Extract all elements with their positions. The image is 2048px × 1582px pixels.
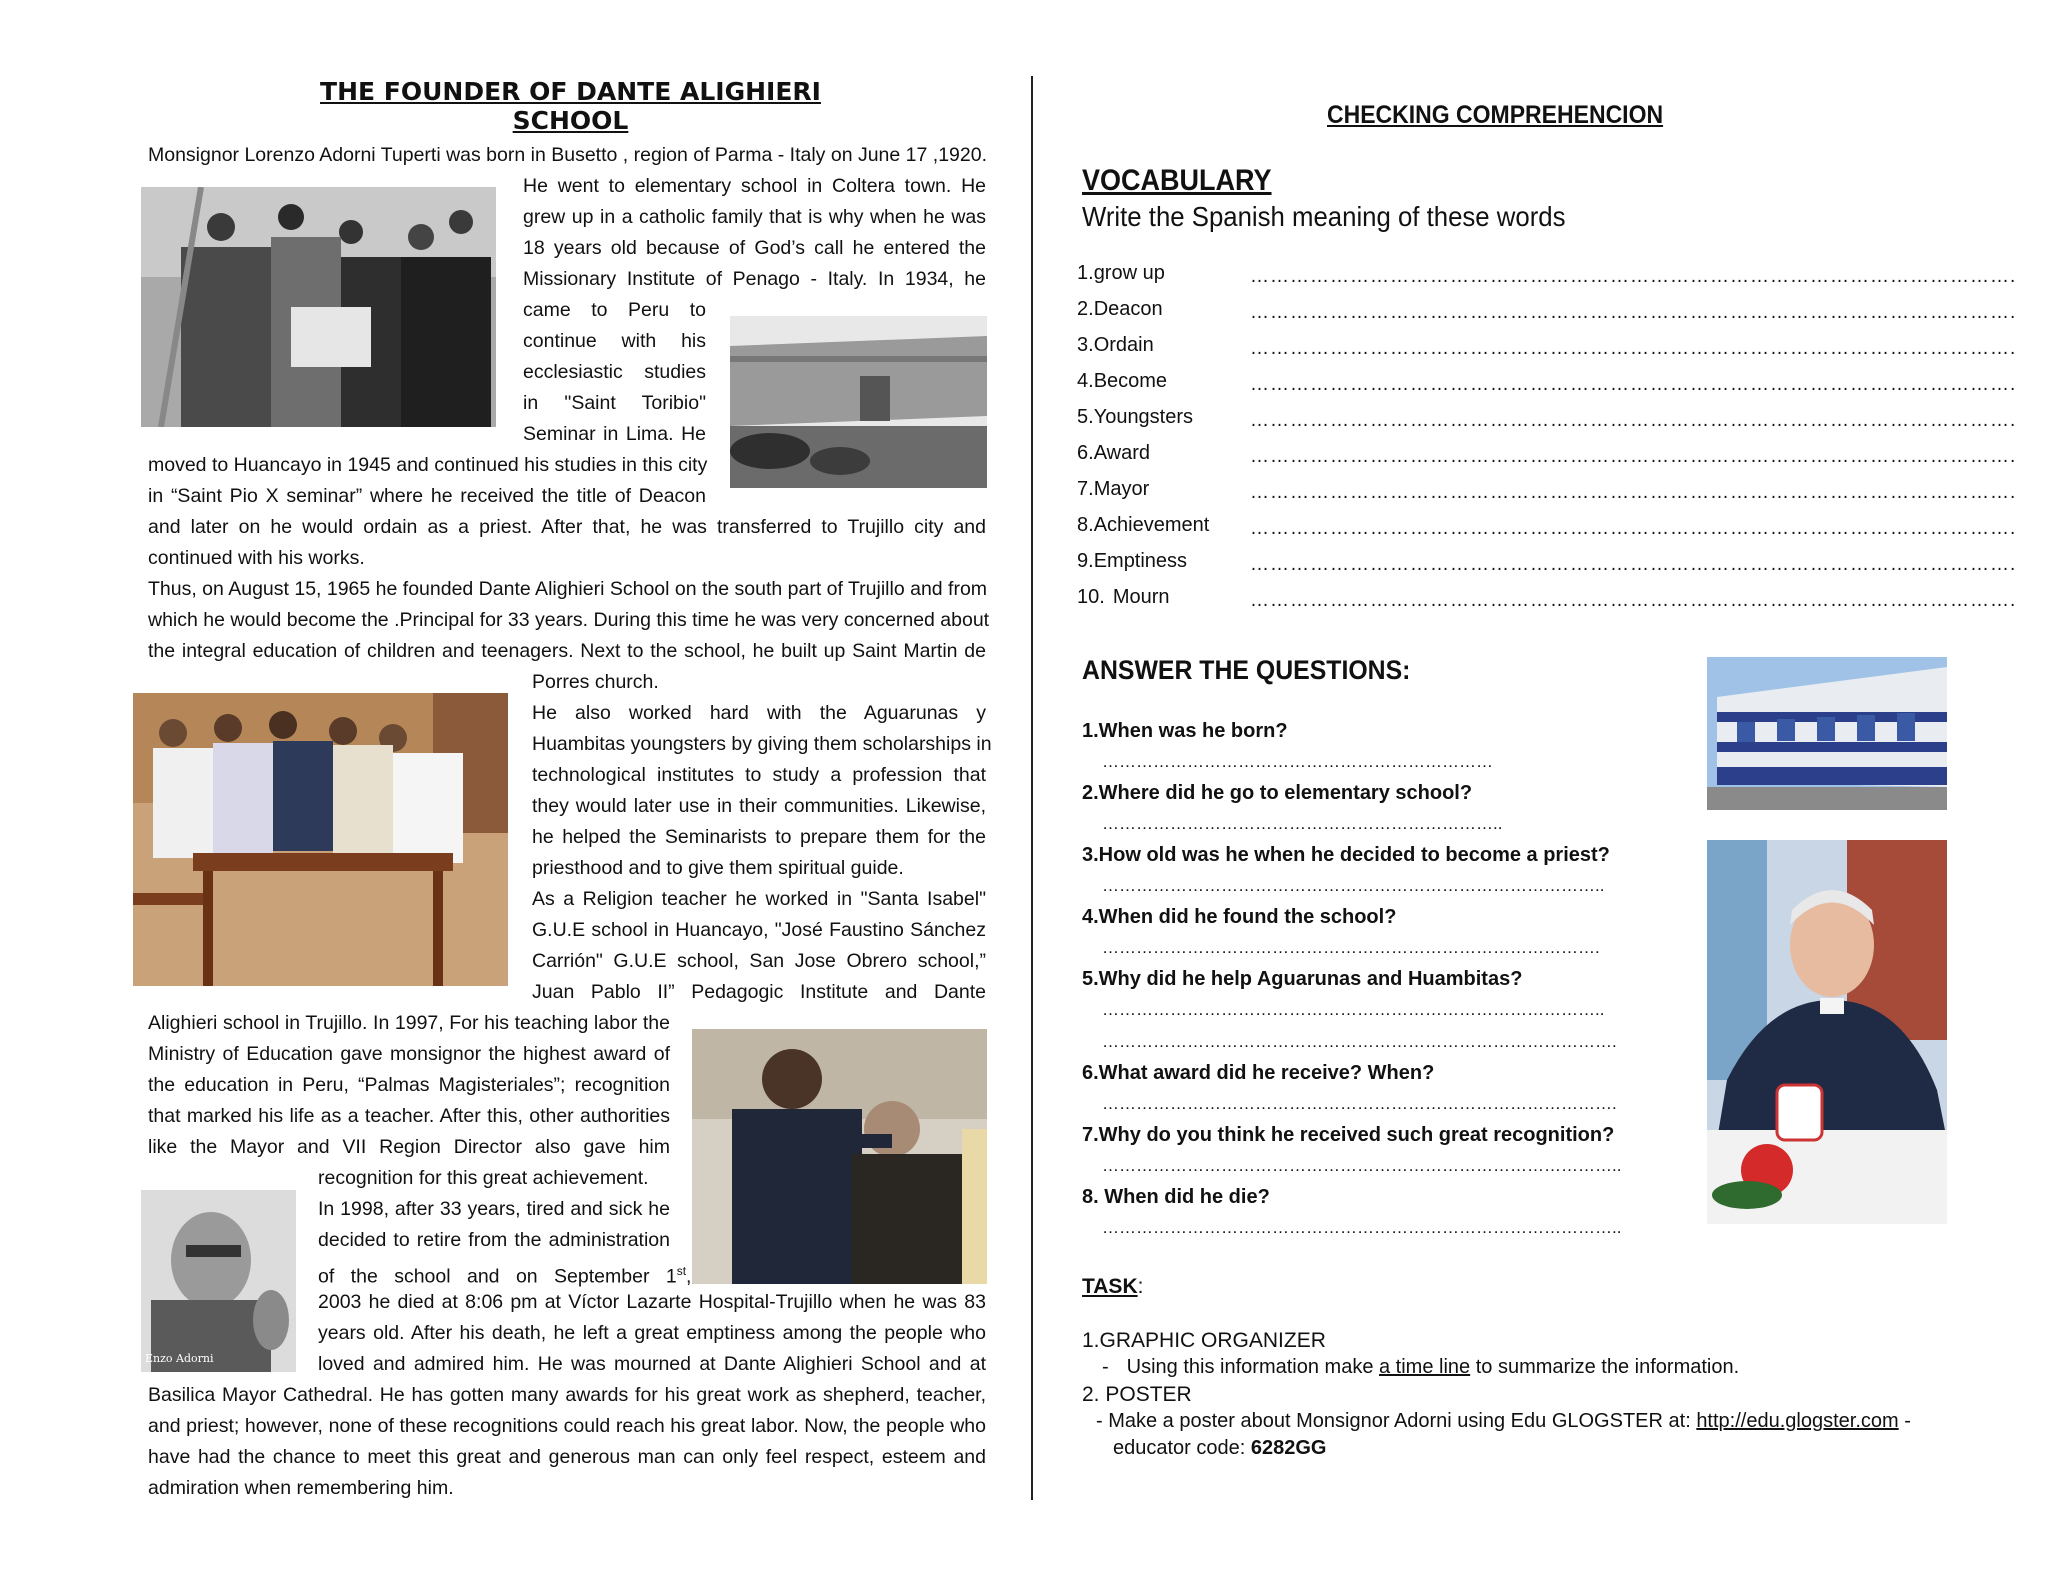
vocab-word: Mayor	[1093, 478, 1150, 500]
vocab-num: 9.	[1077, 550, 1094, 572]
sept-tail: ,	[686, 1265, 692, 1288]
task-heading-row	[1082, 1275, 1143, 1299]
vocab-answer-line: …………………………………………………………………………………………………….	[1250, 482, 2017, 503]
photo-school-building-art	[1707, 657, 1947, 810]
vocab-num: 5.	[1077, 406, 1094, 428]
photo-portrait-color	[1707, 840, 1947, 1224]
educator-code: 6282GG	[1250, 1437, 1327, 1459]
photo-caption: Enzo Adorni	[145, 1352, 214, 1365]
answer-line: ………………………………………………………………………………..	[1102, 1218, 1622, 1237]
article-line: which he would become the .Principal for 33 years. During this time he was very concerned about	[148, 609, 990, 631]
article-line: In 1998, after 33 years, tired and sick he	[318, 1198, 670, 1220]
article-line: like the Mayor and VII Region Director also gave him	[148, 1136, 670, 1158]
vocab-word: Ordain	[1093, 334, 1154, 356]
question: 8. When did he die?	[1082, 1186, 1270, 1208]
vocab-num: 4.	[1077, 370, 1094, 392]
vocab-word: Award	[1093, 442, 1151, 464]
article-line: Monsignor Lorenzo Adorni Tuperti was born in Busetto , region of Parma - Italy on June 17 ,1920.	[148, 144, 987, 166]
vocab-answer-line: …………………………………………………………………………………………………….	[1250, 446, 2017, 467]
vocab-item	[1077, 478, 1149, 501]
article-line: Ministry of Education gave monsignor the highest award of	[148, 1043, 670, 1065]
question: 7.Why do you think he received such great recognition?	[1082, 1124, 1615, 1146]
vocab-item	[1077, 370, 1167, 393]
task2-post: -	[1898, 1410, 1911, 1432]
article-line: continued with his works.	[148, 547, 365, 569]
article-line: Seminar in Lima. He	[523, 423, 706, 445]
article-line: the education in Peru, “Palmas Magisteriales”; recognition	[148, 1074, 670, 1096]
vocab-answer-line: …………………………………………………………………………………………………….	[1250, 554, 2017, 575]
vocab-item	[1077, 550, 1187, 573]
sept-text: of the school and on September 1	[318, 1265, 677, 1288]
vocab-num: 10.	[1077, 586, 1105, 608]
article-line: he helped the Seminarists to prepare them for the	[532, 826, 986, 848]
vocab-instruction: Write the Spanish meaning of these words	[1082, 201, 1566, 232]
photo-building	[730, 316, 987, 488]
task2-pre: - Make a poster about Monsignor Adorni using Edu GLOGSTER at:	[1096, 1410, 1697, 1432]
answer-line: ……………………………………………………………………………..	[1102, 876, 1605, 895]
question: 3.How old was he when he decided to become a priest?	[1082, 844, 1610, 866]
question: 4.When did he found the school?	[1082, 906, 1397, 928]
vocab-answer-line: …………………………………………………………………………………………………….	[1250, 410, 2017, 431]
vocab-num: 3.	[1077, 334, 1094, 356]
photo-school-building	[1707, 657, 1947, 810]
article-line: and priest; however, none of these recognitions could reach his great labor. Now, the people who	[148, 1415, 986, 1437]
article-line: Juan Pablo II” Pedagogic Institute and Dante	[532, 981, 986, 1003]
photo-group-table-art	[133, 693, 508, 986]
article-line: He went to elementary school in Coltera town. He	[523, 175, 986, 197]
article-line: priesthood and to give them spiritual guide.	[532, 857, 904, 879]
article-line: 2003 he died at 8:06 pm at Víctor Lazarte Hospital-Trujillo when he was 83	[318, 1291, 986, 1313]
question: 1.When was he born?	[1082, 720, 1288, 742]
vocab-answer-line: …………………………………………………………………………………………………….	[1250, 302, 2017, 323]
photo-portrait-old-art	[141, 1190, 296, 1372]
article-line: moved to Huancayo in 1945 and continued his studies in this city	[148, 454, 708, 476]
vocab-num: 2.	[1077, 298, 1094, 320]
article-title: THE FOUNDER OF DANTE ALIGHIERI SCHOOL	[320, 77, 821, 135]
question: 2.Where did he go to elementary school?	[1082, 782, 1473, 804]
article-line: grew up in a catholic family that is why when he was	[523, 206, 986, 228]
educator-code-row	[1113, 1437, 1326, 1460]
vocab-answer-line: …………………………………………………………………………………………………….	[1250, 518, 2017, 539]
vocab-heading: VOCABULARY	[1082, 164, 1272, 197]
article-line: and later on he would ordain as a priest. After that, he was transferred to Trujillo city and	[148, 516, 986, 538]
answer-line: …………………………………………………………………………….	[1102, 938, 1600, 957]
vocab-answer-line: …………………………………………………………………………………………………….	[1250, 374, 2017, 395]
task1-bullet: -	[1102, 1356, 1109, 1378]
article-line: G.U.E school in Huancayo, "José Faustino Sánchez	[532, 919, 986, 941]
article-line: technological institutes to study a profession that	[532, 764, 986, 786]
article-line: Porres church.	[532, 671, 659, 693]
task-heading: TASK	[1082, 1275, 1138, 1298]
article-line: came to Peru to	[523, 299, 706, 321]
article-line: loved and admired him. He was mourned at Dante Alighieri School and at	[318, 1353, 986, 1375]
vocab-item	[1077, 298, 1163, 321]
vocab-num: 6.	[1077, 442, 1094, 464]
task1-title: 1.GRAPHIC ORGANIZER	[1082, 1329, 1326, 1352]
article-line: recognition for this great achievement.	[318, 1167, 649, 1189]
photo-group-table	[133, 693, 508, 986]
glogster-link[interactable]: http://edu.glogster.com	[1696, 1410, 1899, 1432]
vocab-item	[1077, 262, 1165, 285]
photo-ceremony	[141, 187, 496, 427]
vocab-num: 7.	[1077, 478, 1094, 500]
article-line: decided to retire from the administration	[318, 1229, 670, 1251]
educator-code-label: educator code:	[1113, 1437, 1251, 1459]
article-line: the integral education of children and teenagers. Next to the school, he built up Saint Martin de	[148, 640, 986, 662]
answer-line: ……………………………………………………………………………….	[1102, 1094, 1617, 1113]
answer-line: ……………………………………………………………………………….	[1102, 1032, 1617, 1051]
vocab-num: 8.	[1077, 514, 1094, 536]
column-divider	[1031, 76, 1033, 1500]
photo-award-art	[692, 1029, 987, 1284]
article-line: He also worked hard with the Aguarunas y	[532, 702, 986, 724]
article-line: 18 years old because of God’s call he entered the	[523, 237, 986, 259]
vocab-item	[1077, 586, 1170, 609]
task1-text	[1102, 1356, 1739, 1379]
article-line: Missionary Institute of Penago - Italy. In 1934, he	[523, 268, 986, 290]
vocab-word: Become	[1093, 370, 1168, 392]
photo-portrait-color-art	[1707, 840, 1947, 1224]
article-line: they would later use in their communities. Likewise,	[532, 795, 986, 817]
answer-line: ……………………………………………………………	[1102, 752, 1493, 771]
photo-portrait-old	[141, 1190, 296, 1372]
photo-ceremony-art	[141, 187, 496, 427]
article-line: have had the chance to meet this great and generous man can only feel respect, esteem and	[148, 1446, 986, 1468]
task2-text	[1096, 1410, 1911, 1433]
vocab-item	[1077, 406, 1193, 429]
question: 5.Why did he help Aguarunas and Huambitas?	[1082, 968, 1523, 990]
vocab-word: Emptiness	[1093, 550, 1188, 572]
vocab-item	[1077, 334, 1154, 357]
answer-line: ………………………………………………………………………………..	[1102, 1156, 1622, 1175]
questions-heading: ANSWER THE QUESTIONS:	[1082, 655, 1411, 685]
vocab-answer-line: …………………………………………………………………………………………………….	[1250, 266, 2017, 287]
article-line: that marked his life as a teacher. After this, other authorities	[148, 1105, 670, 1127]
article-line: in “Saint Pio X seminar” where he received the title of Deacon	[148, 485, 706, 507]
article-line: Thus, on August 15, 1965 he founded Dante Alighieri School on the south part of Trujillo and from	[148, 578, 988, 600]
sept-sup: st	[676, 1264, 687, 1278]
article-line: ecclesiastic studies	[523, 361, 706, 383]
article-line: admiration when remembering him.	[148, 1477, 454, 1499]
vocab-num: 1.	[1077, 262, 1094, 284]
article-line: Carrión" G.U.E school, San Jose Obrero school,”	[532, 950, 986, 972]
answer-line: ……………………………………………………………………………..	[1102, 1000, 1605, 1019]
article-line: As a Religion teacher he worked in "Santa Isabel"	[532, 888, 986, 910]
vocab-answer-line: …………………………………………………………………………………………………….	[1250, 590, 2017, 611]
task1-pre: Using this information make	[1126, 1356, 1379, 1378]
photo-award	[692, 1029, 987, 1284]
task2-title: 2. POSTER	[1082, 1383, 1192, 1406]
photo-building-art	[730, 316, 987, 488]
article-line: Alighieri school in Trujillo. In 1997, For his teaching labor the	[148, 1012, 670, 1034]
article-line: continue with his	[523, 330, 706, 352]
task1-post: to summarize the information.	[1470, 1356, 1740, 1378]
article-line: in "Saint Toribio"	[523, 392, 706, 414]
vocab-item	[1077, 442, 1150, 465]
article-line: Huambitas youngsters by giving them scholarships in	[532, 733, 992, 755]
article-line: Basilica Mayor Cathedral. He has gotten many awards for his great work as shepherd, teacher,	[148, 1384, 986, 1406]
vocab-word: Deacon	[1093, 298, 1163, 320]
task-colon: :	[1137, 1275, 1144, 1298]
task1-link[interactable]: a time line	[1379, 1356, 1471, 1378]
vocab-item	[1077, 514, 1209, 537]
vocab-word: Youngsters	[1093, 406, 1194, 428]
answer-line: ……………………………………………………………..	[1102, 814, 1503, 833]
article-line: years old. After his death, he left a great emptiness among the people who	[318, 1322, 986, 1344]
vocab-word: Achievement	[1093, 514, 1210, 536]
vocab-word: grow up	[1093, 262, 1165, 284]
vocab-answer-line: …………………………………………………………………………………………………….	[1250, 338, 2017, 359]
vocab-word: Mourn	[1112, 586, 1170, 608]
question: 6.What award did he receive? When?	[1082, 1062, 1435, 1084]
comprehension-title: CHECKING COMPREHENCION	[1327, 101, 1664, 129]
